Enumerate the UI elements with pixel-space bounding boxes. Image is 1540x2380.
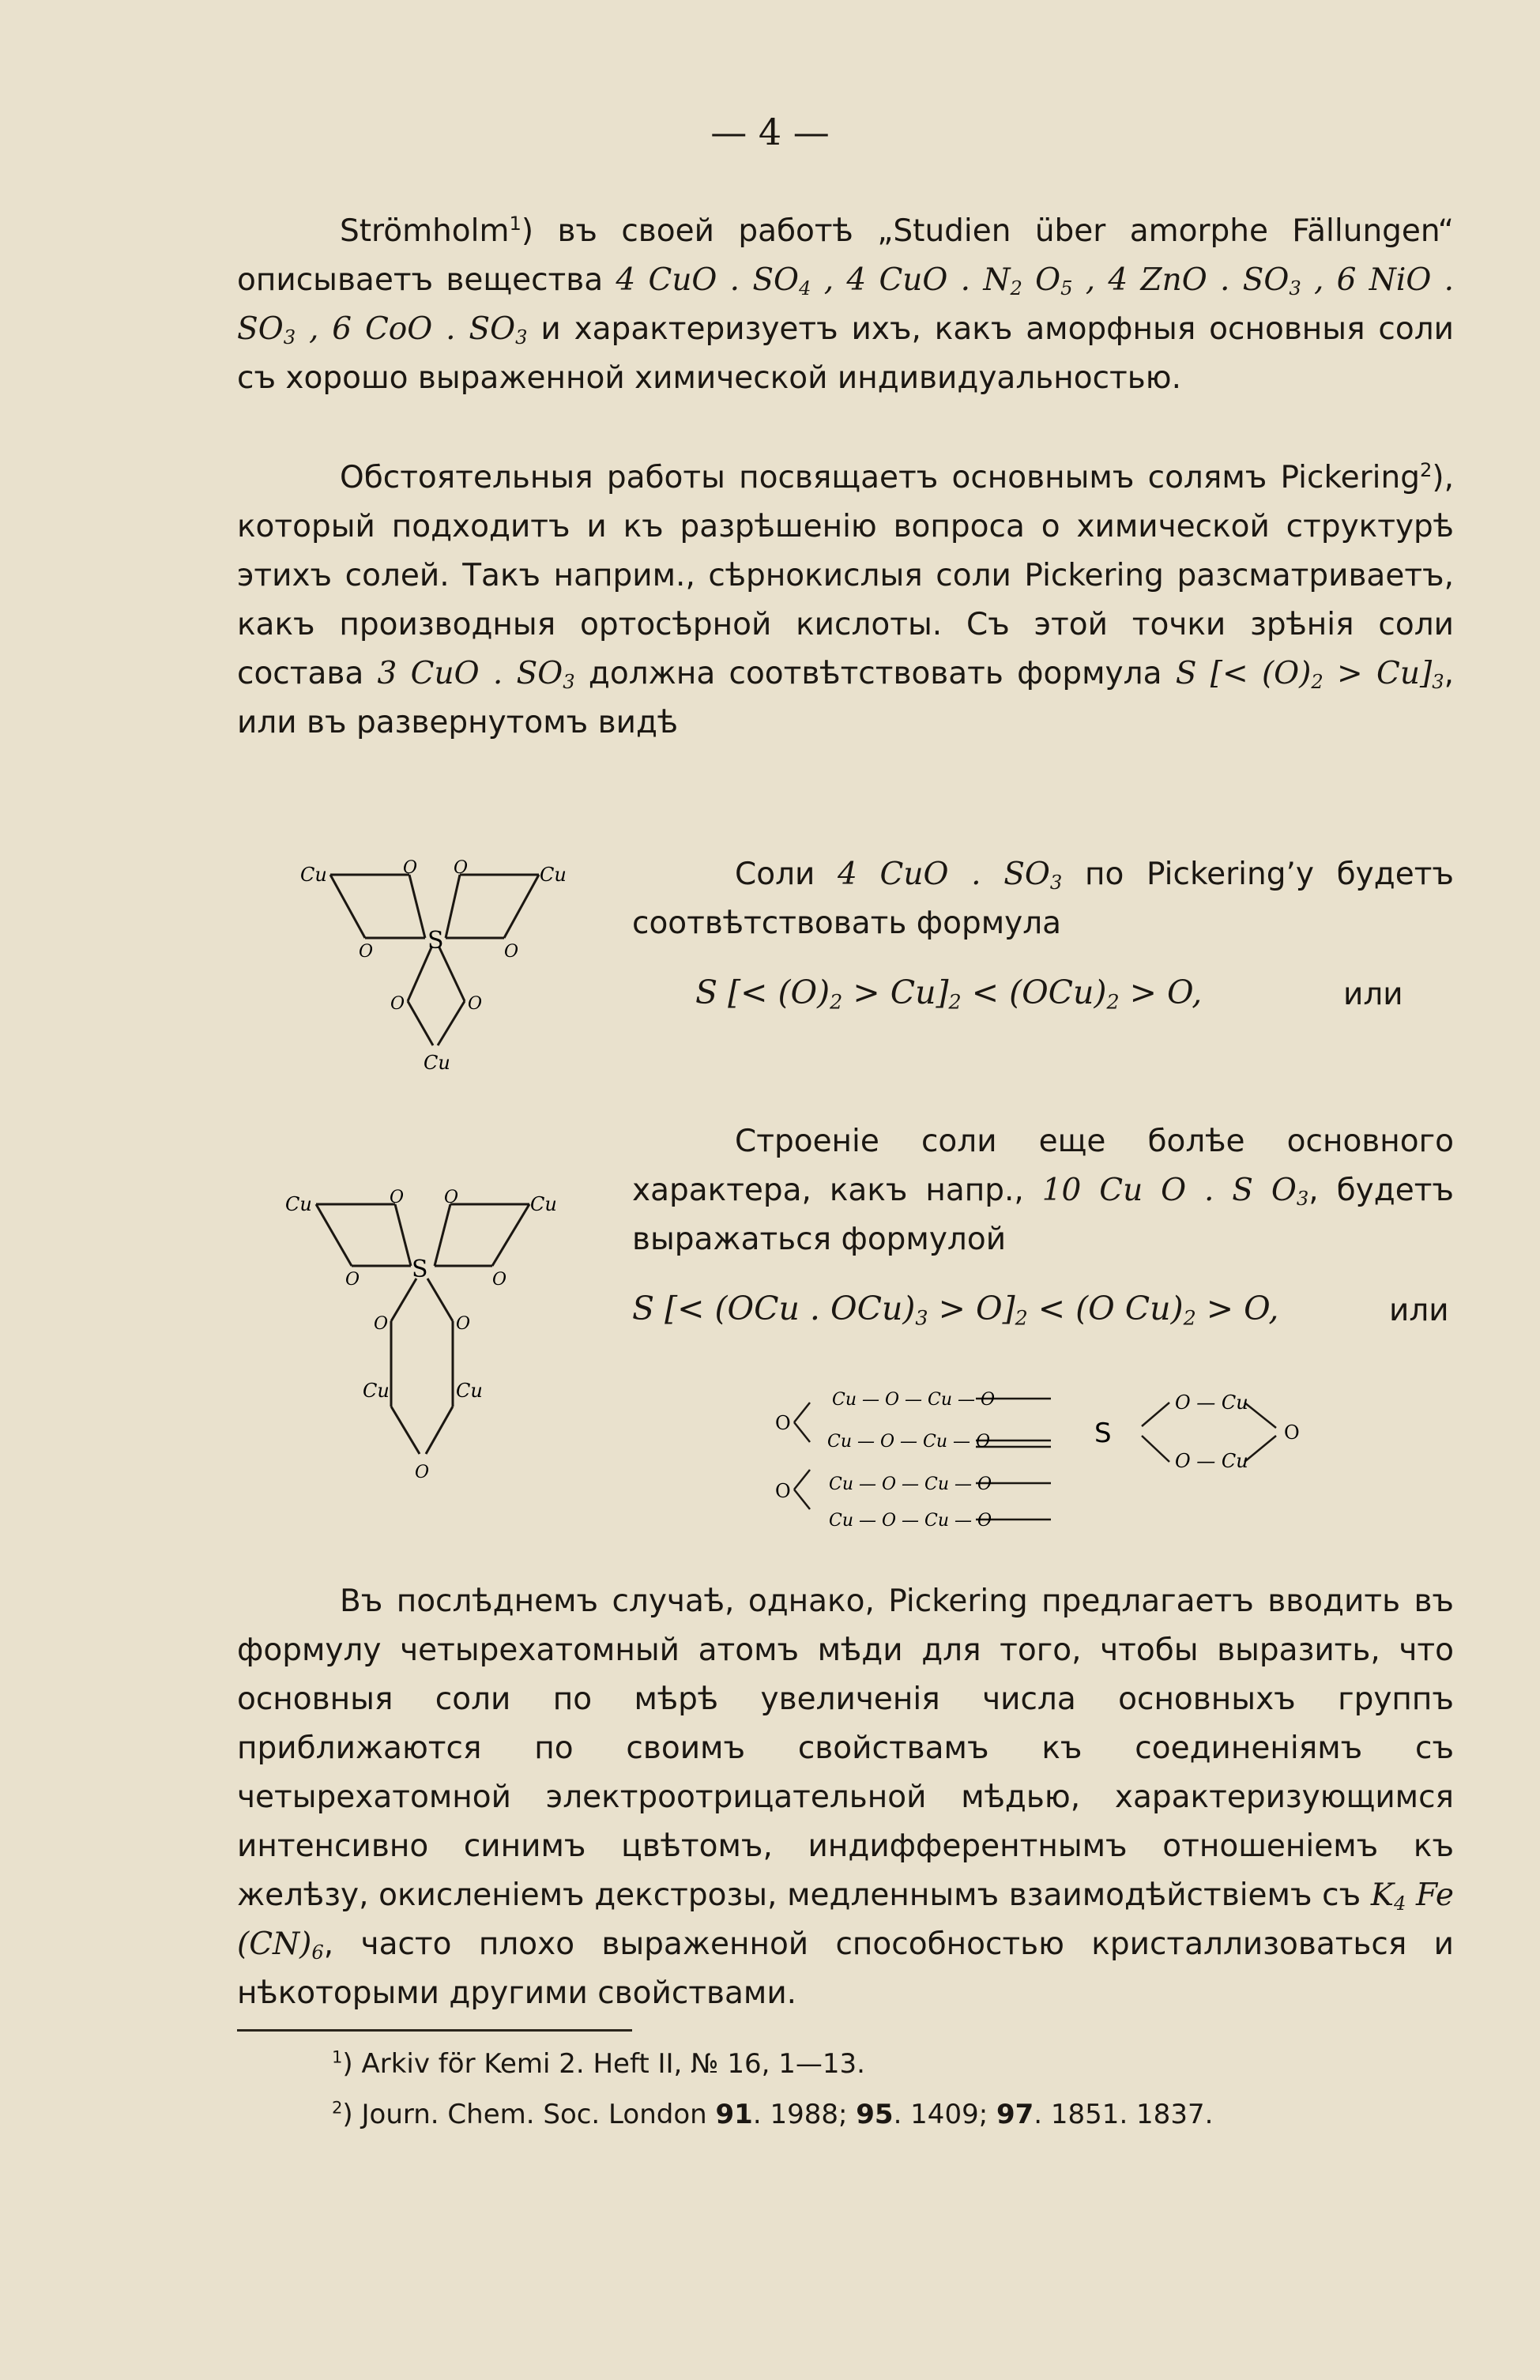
- svg-text:Cu: Cu: [285, 1193, 312, 1215]
- footnote-ref-1: 1: [509, 213, 521, 235]
- svg-text:O: O: [775, 1480, 791, 1502]
- formula-3cuo-so3: 3 CuO . $SO_3$: [377, 656, 575, 694]
- side1-or: или: [1343, 977, 1403, 1012]
- formula-side-1: S [< $(O)_2 > Cu]_2 < (OCu)_2 > O$,: [695, 973, 1203, 1014]
- svg-text:Cu — O — Cu — O: Cu — O — Cu — O: [829, 1474, 992, 1494]
- paragraph-1: Strömholm$^1$) въ своей работѣ „Studien über amorphe Fällungen“ описываетъ вещества 4 CuO . $SO_4$ , 4 CuO . $N_2$ $O_5$ , 4 ZnO . $SO_3$ , 6 NiO . $SO_3$ , 6 CoO . $SO_3$ и характеризуетъ ихъ, какъ аморфныя основныя соли съ хорошо выраженной химической индивидуальностью.: [237, 213, 1455, 396]
- svg-text:Cu: Cu: [530, 1193, 557, 1215]
- side-paragraph-2: Строеніе соли еще болѣе основного характера, какъ напр., 10 Cu O . S $O_3$, будетъ выражаться формулой: [632, 1124, 1454, 1257]
- svg-text:O: O: [468, 994, 483, 1014]
- svg-text:Cu — O — Cu — O: Cu — O — Cu — O: [827, 1432, 991, 1452]
- side-paragraph-1: Соли 4 CuO . $SO_3$ по Pickering’у будетъ соотвѣтствовать формула: [632, 857, 1454, 941]
- formula-k4fe-cn6: $K_4$ Fe $(CN)_6$: [237, 1877, 1455, 1964]
- svg-text:O: O: [504, 942, 519, 962]
- svg-text:O: O: [775, 1412, 791, 1434]
- svg-text:S: S: [1094, 1418, 1112, 1449]
- svg-text:Cu: Cu: [456, 1380, 483, 1402]
- formula-side-2: S [< (OCu . $OCu)_3 > O]_2 < (O$ $Cu)_2 > O$,: [632, 1290, 1279, 1330]
- footnote-1: $^1$) Arkiv för Kemi 2. Heft II, № 16, 1—13.: [332, 2047, 865, 2080]
- page-number: — 4 —: [710, 111, 830, 153]
- svg-text:O — Cu: O — Cu: [1175, 1391, 1248, 1414]
- svg-text:Cu: Cu: [363, 1380, 390, 1402]
- footnote-divider: [237, 2029, 632, 2032]
- formula-nio-so3: , 6 NiO . $SO_3$: [237, 262, 1455, 349]
- structure-diagram-3: [770, 1379, 1339, 1545]
- svg-text:O: O: [403, 858, 418, 878]
- svg-text:O: O: [390, 1188, 405, 1207]
- svg-text:Cu: Cu: [540, 864, 567, 886]
- svg-text:Cu — O — Cu — O: Cu — O — Cu — O: [832, 1390, 996, 1410]
- svg-text:O: O: [454, 858, 469, 878]
- svg-text:O: O: [359, 942, 374, 962]
- formula-zno-so3: , 4 ZnO . $SO_3$: [1085, 262, 1301, 300]
- svg-text:O: O: [444, 1188, 459, 1207]
- side2-or: или: [1389, 1293, 1449, 1328]
- svg-text:Cu: Cu: [424, 1052, 450, 1074]
- structure-diagram-2: [281, 1185, 597, 1501]
- svg-text:S: S: [427, 927, 444, 955]
- footnote-2: $^2$) Journ. Chem. Soc. London 91. 1988; 95. 1409; 97. 1851. 1837.: [332, 2097, 1214, 2130]
- formula-s-o2-cu3: S [< $(O)_2 > Cu]_3$: [1175, 656, 1444, 694]
- formula-coo-so3: , 6 CoO . $SO_3$: [308, 311, 528, 349]
- structure-diagram-1: [292, 857, 608, 1086]
- formula-4cuo-so3: 4 CuO . $SO_3$: [838, 857, 1063, 894]
- svg-text:O: O: [456, 1314, 471, 1334]
- svg-text:O: O: [1284, 1422, 1300, 1444]
- svg-text:O: O: [345, 1270, 360, 1290]
- svg-text:S: S: [412, 1256, 428, 1283]
- svg-text:O: O: [492, 1270, 507, 1290]
- formula-10cuo-so3: 10 Cu O . S $O_3$: [1041, 1173, 1309, 1211]
- formula-cuo-n2o5: , 4 CuO . $N_2$ $O_5$: [823, 262, 1073, 300]
- svg-text:O: O: [390, 994, 405, 1014]
- svg-text:O: O: [374, 1314, 389, 1334]
- svg-text:O — Cu: O — Cu: [1175, 1450, 1248, 1472]
- formula-cuo-so4: 4 CuO . $SO_4$: [616, 262, 811, 300]
- svg-text:Cu: Cu: [300, 864, 327, 886]
- svg-text:O: O: [415, 1463, 430, 1482]
- svg-text:Cu — O — Cu — O: Cu — O — Cu — O: [829, 1511, 992, 1531]
- paragraph-2: Обстоятельныя работы посвящаетъ основнымъ солямъ Pickering$^2$), который подходитъ и къ разрѣшенію вопроса о химической структурѣ этихъ солей. Такъ наприм., сѣрнокислыя соли Pickering разсматриваетъ, какъ производныя ортосѣрной кислоты. Съ этой точки зрѣнія соли состава 3 CuO . $SO_3$ должна соотвѣтствовать формула S [< $(O)_2 > Cu]_3$, или въ развернутомъ видѣ: [237, 459, 1454, 740]
- footnote-ref-2: 2: [1419, 459, 1433, 481]
- paragraph-3: Въ послѣднемъ случаѣ, однако, Pickering предлагаетъ вводить въ формулу четырехатомный атомъ мѣди для того, чтобы выразить, что основныя соли по мѣрѣ увеличенія числа основныхъ группъ приближаются по своимъ свойствамъ къ соединеніямъ съ четырехатомной электроотрицательной мѣдью, характеризующимся интенсивно синимъ цвѣтомъ, индифферентнымъ отношеніемъ къ желѣзу, окисленіемъ декстрозы, медленнымъ взаимодѣйствіемъ съ $K_4$ Fe $(CN)_6$, часто плохо выраженной способностью кристаллизоваться и нѣкоторыми другими свойствами.: [237, 1584, 1455, 2011]
